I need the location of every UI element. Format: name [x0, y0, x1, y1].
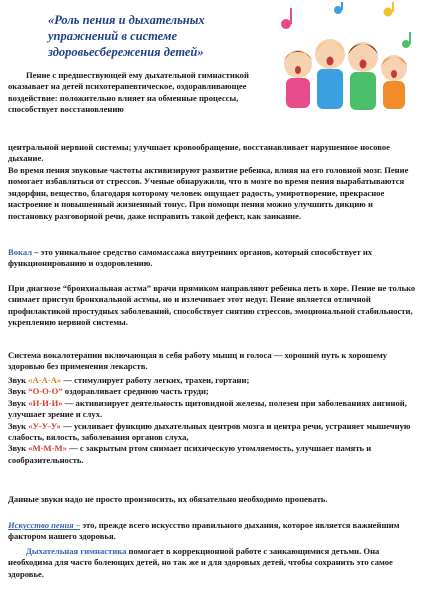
intro-paragraph	[8, 70, 270, 116]
breathing-gymnastics-paragraph: Дыхательная гимнастика помогает в коррекционной работе с заикающимися детьми. Она необходима для часто болеющих детей, но так же и для здоровых детей, чтобы сохранить это самое здоровье.	[8, 546, 393, 579]
sounds-list	[8, 375, 418, 466]
vocal-term: Вокал	[8, 247, 33, 257]
child-figure	[381, 55, 407, 109]
asthma-paragraph: При диагнозе “бронхиальная астма” врачи прямиком направляют ребенка петь в хоре. Пение не только снимает приступ бронхиальной астмы, но и излечивает этот недуг. Пение является отличной профилактикой простудных заболеваний, способствует снятию стрессов, эмоциональной стабильности, укреплению нервной системы.	[8, 283, 416, 328]
sing-sounds-paragraph: Данные звуки надо не просто произносить, их обязательно необходимо пропевать.	[8, 494, 328, 504]
child-figure	[284, 50, 312, 108]
sound-item: Звук “О-О-О” оздоравливает среднюю часть груди;	[8, 386, 209, 397]
sound-item: Звук «А-А-А» — стимулирует работу легких, трахеи, гортани;	[8, 375, 250, 385]
child-figure	[315, 39, 345, 109]
art-of-singing-term: Искусство пения –	[8, 520, 81, 530]
intro-text: Пение с предшествующей ему дыхательной гимнастикой оказывает на детей психотерапевтическое, оздоравливающее воздействие: положительно влияет на обменные процессы, способствует восстановлению	[8, 70, 249, 115]
music-notes-icon	[281, 2, 411, 48]
sound-item: Звук «У-У-У» — усиливает функцию дыхательных центров мозга и центра речи, устраняет мышечную слабость, вялость, заболевания органов слуха,	[8, 420, 411, 443]
sound-label: «У-У-У»	[28, 420, 61, 431]
child-figure	[348, 42, 378, 110]
sound-item: Звук «М-М-М» — с закрытым ртом снимает психическую утомляемость, улучшает память и сообразительность.	[8, 443, 372, 465]
singing-benefits-paragraph: Во время пения звуковые частоты активизируют развитие ребенка, влияя на его головной мозг. Пение помогает избавляться от стрессов. Ученые обнаружили, что в мозге во время пения вырабатываются эндорфин, вещество, благодаря которому человек ощущает радость, умиротворение, прекрасное настроение и повышенный жизненный тонус. При помощи пения можно улучшить дикцию и постановку разговорной речи, даже исправить такой дефект, как заикание.	[8, 165, 409, 221]
sound-label: “О-О-О”	[28, 386, 63, 397]
singing-children-illustration	[268, 2, 418, 114]
vocal-paragraph	[8, 247, 418, 270]
breathing-gymnastics-term: Дыхательная гимнастика	[26, 546, 127, 556]
page-title: «Роль пения и дыхательных упражнений в системе здоровьесбережения детей»	[48, 13, 205, 59]
intro-paragraph-continued: центральной нервной системы; улучшает кровообращение, восстанавливает нарушенное носовое дыхание.	[8, 142, 390, 164]
art-of-singing-paragraph: Искусство пения – это, прежде всего искусство правильного дыхания, которое является важнейшим фактором нашего здоровья.	[8, 520, 400, 542]
vocal-text: – это уникальное средство самомассажа внутренних органов, который способствует их функционированию и оздоровлению.	[8, 247, 373, 269]
sound-label: «М-М-М»	[28, 443, 67, 454]
sound-item: Звук «И-И-И» — активизирует деятельность щитовидной железы, полезен при заболеваниях ангиной, улучшает зрение и слух.	[8, 397, 407, 420]
vocal-therapy-paragraph: Система вокалотерапии включающая в себя работу мышц и голоса — хороший путь к хорошему здоровью без применения лекарств.	[8, 350, 388, 372]
sound-label: «И-И-И»	[28, 397, 63, 408]
sound-label: «А-А-А»	[28, 375, 62, 385]
